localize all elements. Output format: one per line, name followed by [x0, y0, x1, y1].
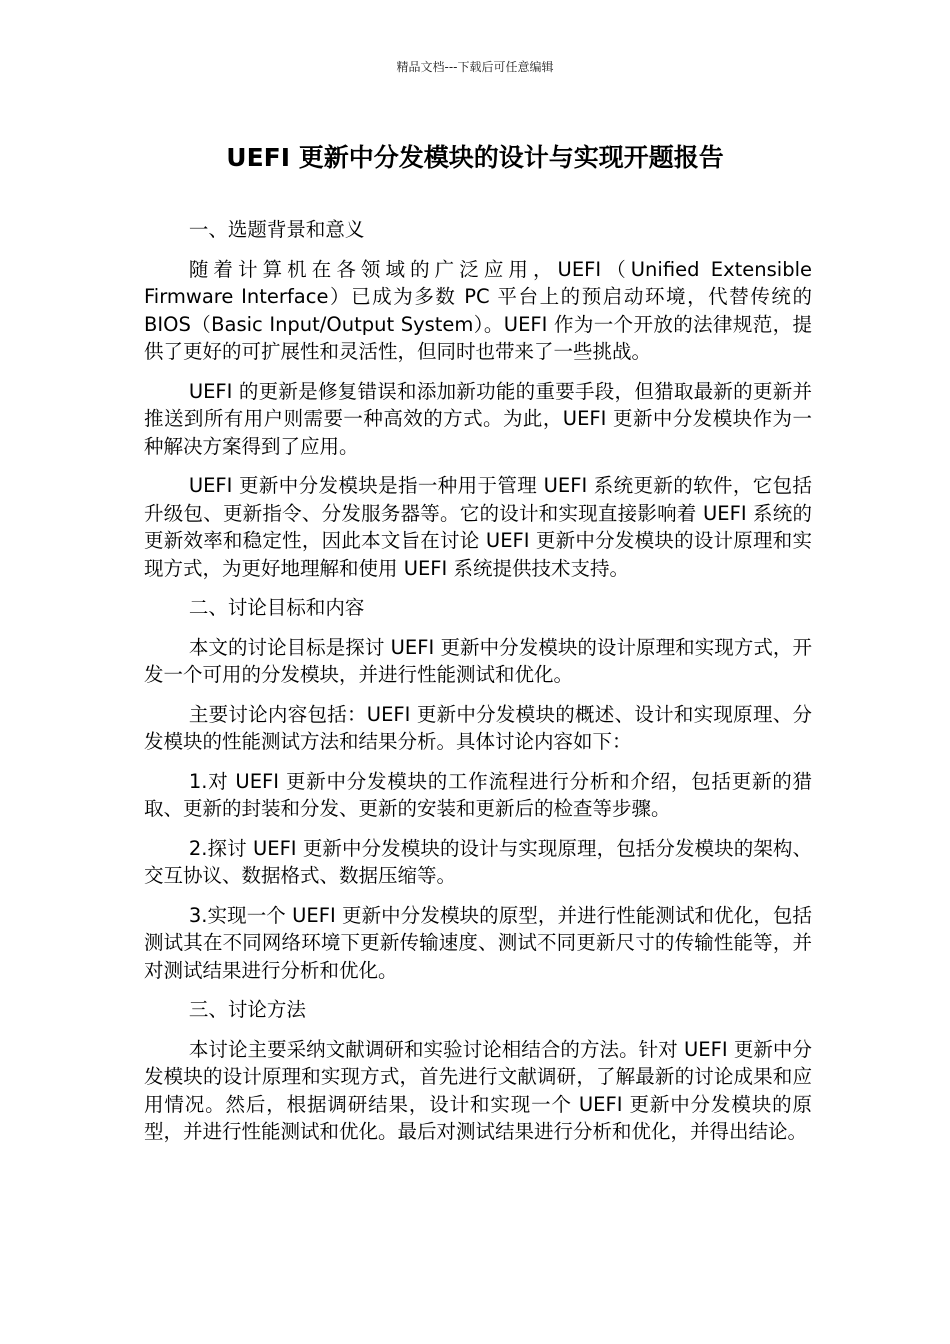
document-title: UEFI 更新中分发模块的设计与实现开题报告 — [226, 143, 724, 172]
section-heading-methods: 三、讨论方法 — [188, 998, 306, 1021]
paragraph: UEFI 的更新是修复错误和添加新功能的重要手段，但猎取最新的更新并推送到所有用户则需要一种高效的方式。为此，UEFI 更新中分发模块作为一种解决方案得到了应用。 — [144, 379, 812, 458]
document-body — [144, 216, 812, 1158]
paragraph: 随着计算机在各领域的广泛应用，UEFI（Unified Extensible Firmware Interface）已成为多数 PC 平台上的预启动环境，代替传统的 BIOS（Basic Input/Output System）。UEFI 作为一个开放的法律规范，提供了更好的可扩展性和灵活性，但同时也带来了一些挑战。 — [144, 257, 812, 363]
list-item: 3.实现一个 UEFI 更新中分发模块的原型，并进行性能测试和优化，包括测试其在不同网络环境下更新传输速度、测试不同更新尺寸的传输性能等，并对测试结果进行分析和优化。 — [144, 903, 812, 982]
paragraph: 主要讨论内容包括：UEFI 更新中分发模块的概述、设计和实现原理、分发模块的性能测试方法和结果分析。具体讨论内容如下： — [144, 702, 812, 753]
section-heading-background: 一、选题背景和意义 — [188, 218, 365, 241]
list-item: 1.对 UEFI 更新中分发模块的工作流程进行分析和介绍，包括更新的猎取、更新的封装和分发、更新的安装和更新后的检查等步骤。 — [144, 769, 812, 820]
paragraph: 本文的讨论目标是探讨 UEFI 更新中分发模块的设计原理和实现方式，开发一个可用的分发模块，并进行性能测试和优化。 — [144, 635, 812, 686]
section-heading-goals: 二、讨论目标和内容 — [188, 596, 365, 619]
list-item: 2.探讨 UEFI 更新中分发模块的设计与实现原理，包括分发模块的架构、交互协议、数据格式、数据压缩等。 — [144, 836, 812, 887]
page-header: 精品文档---下载后可任意编辑 — [396, 60, 554, 74]
paragraph: UEFI 更新中分发模块是指一种用于管理 UEFI 系统更新的软件，它包括升级包、更新指令、分发服务器等。它的设计和实现直接影响着 UEFI 系统的更新效率和稳定性，因此本文旨在讨论 UEFI 更新中分发模块的设计原理和实现方式，为更好地理解和使用 UEFI 系统提供技术支持。 — [144, 474, 812, 580]
paragraph: 本讨论主要采纳文献调研和实验讨论相结合的方法。针对 UEFI 更新中分发模块的设计原理和实现方式，首先进行文献调研，了解最新的讨论成果和应用情况。然后，根据调研结果，设计和实现一个 UEFI 更新中分发模块的原型，并进行性能测试和优化。最后对测试结果进行分析和优化，并得出结论。 — [144, 1037, 812, 1143]
